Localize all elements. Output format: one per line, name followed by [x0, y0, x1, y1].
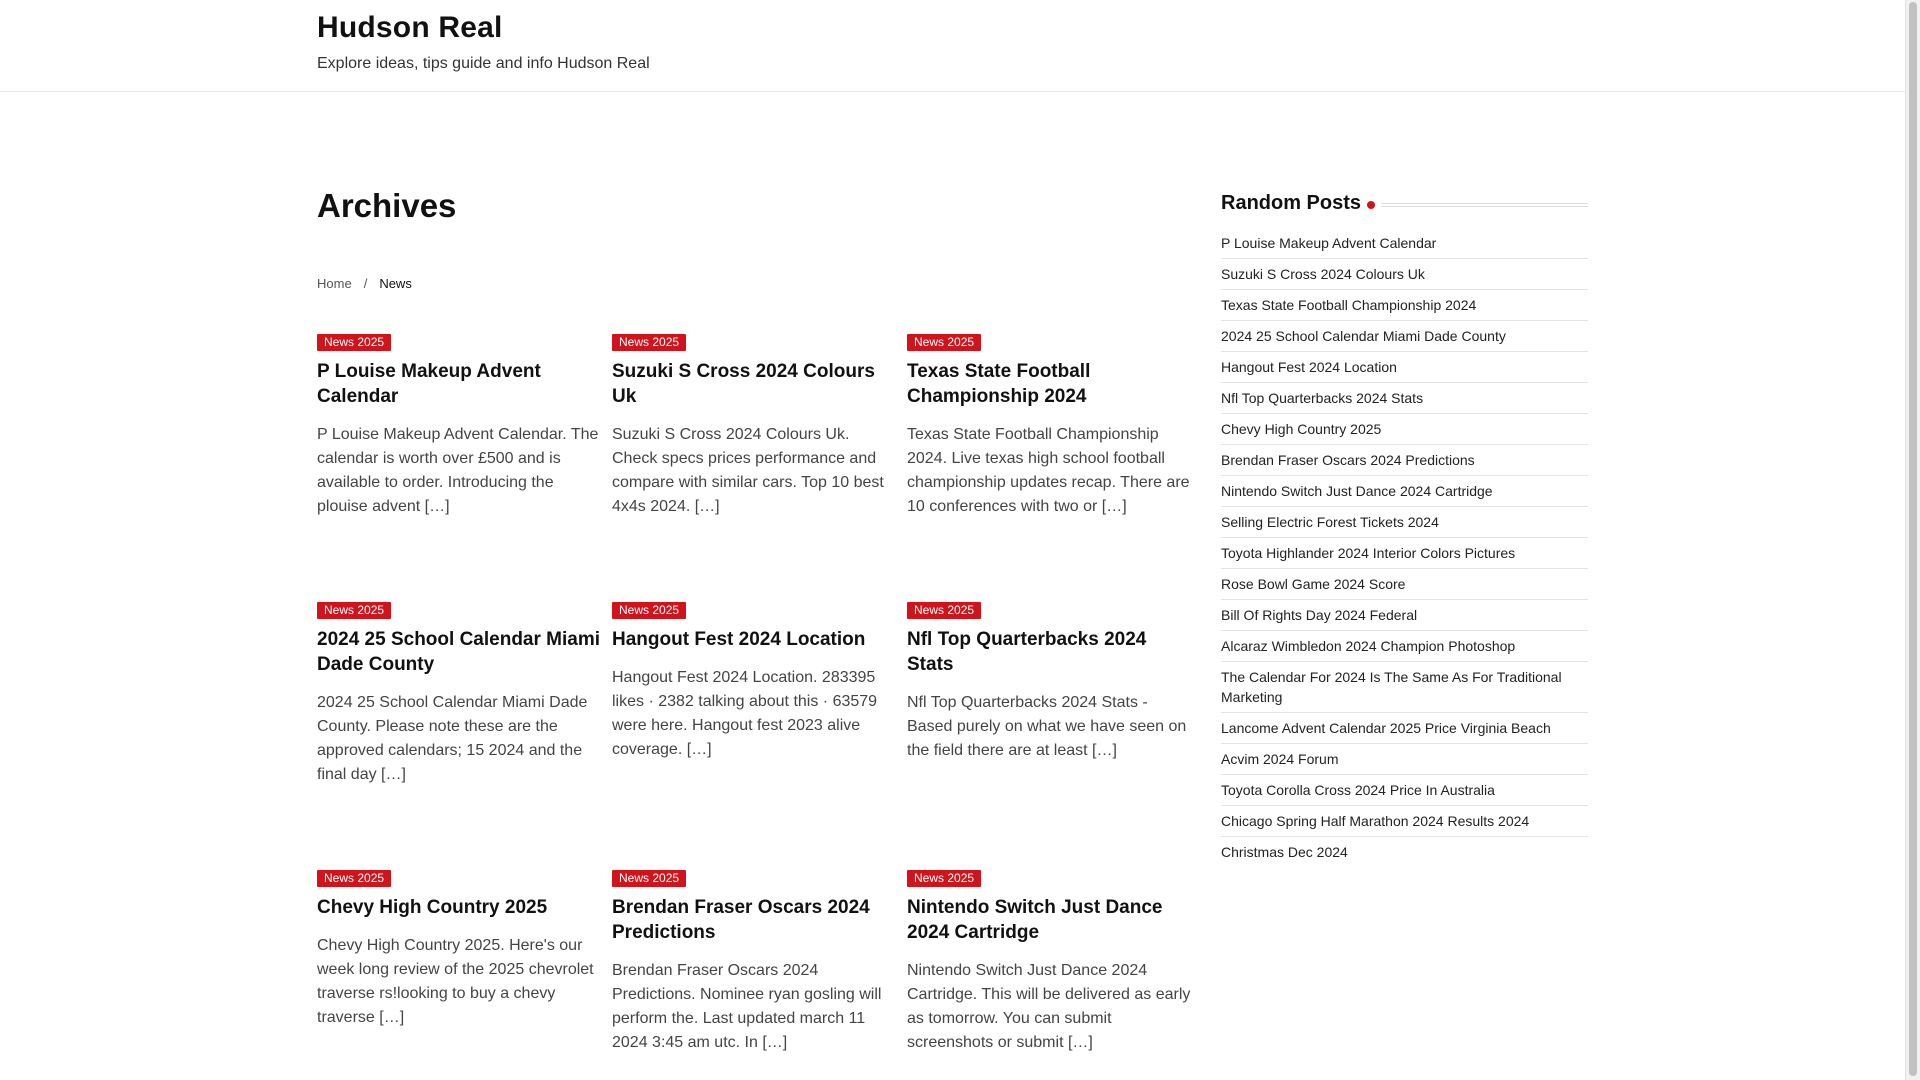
post-title[interactable]: Suzuki S Cross 2024 Colours Uk — [612, 361, 875, 407]
random-post-link[interactable]: Chevy High Country 2025 — [1221, 414, 1588, 445]
random-post-link[interactable]: Hangout Fest 2024 Location — [1221, 352, 1588, 383]
category-badge[interactable]: News 2025 — [907, 602, 981, 619]
widget-title-divider — [1381, 203, 1588, 207]
category-badge[interactable]: News 2025 — [612, 334, 686, 351]
post-title[interactable]: Brendan Fraser Oscars 2024 Predictions — [612, 897, 870, 943]
random-posts-header — [1221, 192, 1588, 220]
post-excerpt: 2024 25 School Calendar Miami Dade County. Please note these are the approved calendars; 15 2024 and the final day […] — [317, 694, 588, 783]
post-excerpt: Texas State Football Championship 2024. Live texas high school football championship updates recap. There are 10 conferences with two or […] — [907, 426, 1190, 515]
site-header — [0, 0, 1905, 92]
page-title: Archives — [317, 187, 457, 224]
random-post-link[interactable]: Alcaraz Wimbledon 2024 Champion Photoshop — [1221, 631, 1588, 662]
post-excerpt: Nintendo Switch Just Dance 2024 Cartridge. This will be delivered as early as tomorrow. You can submit screenshots or submit […] — [907, 962, 1191, 1051]
site-title[interactable]: Hudson Real — [317, 11, 503, 44]
random-post-link[interactable]: Christmas Dec 2024 — [1221, 844, 1348, 860]
random-post-link[interactable]: Toyota Highlander 2024 Interior Colors Pictures — [1221, 538, 1588, 569]
post-card — [317, 601, 602, 787]
post-card — [907, 601, 1192, 763]
random-post-link[interactable]: Brendan Fraser Oscars 2024 Predictions — [1221, 445, 1588, 476]
random-posts-list — [1221, 228, 1588, 867]
site-tagline: Explore ideas, tips guide and info Hudson Real — [317, 55, 650, 72]
scrollbar-thumb[interactable] — [1909, 2, 1917, 1076]
title-dot-icon — [1367, 201, 1375, 209]
post-excerpt: Suzuki S Cross 2024 Colours Uk. Check specs prices performance and compare with similar cars. Top 10 best 4x4s 2024. […] — [612, 426, 884, 515]
breadcrumb-separator: / — [363, 276, 368, 291]
post-card — [612, 333, 897, 519]
random-post-link[interactable]: Rose Bowl Game 2024 Score — [1221, 569, 1588, 600]
post-excerpt: Chevy High Country 2025. Here's our week long review of the 2025 chevrolet traverse rs!looking to buy a chevy traverse […] — [317, 937, 594, 1026]
random-post-link[interactable]: 2024 25 School Calendar Miami Dade County — [1221, 321, 1588, 352]
random-post-link[interactable]: Nfl Top Quarterbacks 2024 Stats — [1221, 383, 1588, 414]
post-title[interactable]: P Louise Makeup Advent Calendar — [317, 361, 541, 407]
post-excerpt: P Louise Makeup Advent Calendar. The calendar is worth over £500 and is available to order. Introducing the plouise advent […] — [317, 426, 599, 515]
random-post-link[interactable]: The Calendar For 2024 Is The Same As For Traditional Marketing — [1221, 662, 1588, 713]
category-badge[interactable]: News 2025 — [907, 870, 981, 887]
random-posts-title: Random Posts — [1221, 192, 1369, 215]
vertical-scrollbar[interactable] — [1905, 0, 1920, 1080]
category-badge[interactable]: News 2025 — [907, 334, 981, 351]
post-card — [317, 869, 602, 1030]
post-card — [612, 869, 897, 1055]
random-post-link[interactable]: P Louise Makeup Advent Calendar — [1221, 228, 1588, 259]
post-title[interactable]: Hangout Fest 2024 Location — [612, 629, 866, 650]
post-title[interactable]: Chevy High Country 2025 — [317, 897, 548, 918]
post-title[interactable]: 2024 25 School Calendar Miami Dade County — [317, 629, 601, 675]
random-post-link[interactable]: Suzuki S Cross 2024 Colours Uk — [1221, 259, 1588, 290]
post-card — [317, 333, 602, 519]
random-post-link[interactable]: Acvim 2024 Forum — [1221, 744, 1588, 775]
random-post-link[interactable]: Selling Electric Forest Tickets 2024 — [1221, 507, 1588, 538]
category-badge[interactable]: News 2025 — [317, 870, 391, 887]
post-card — [907, 333, 1192, 519]
sidebar — [1221, 192, 1588, 867]
category-badge[interactable]: News 2025 — [317, 602, 391, 619]
category-badge[interactable]: News 2025 — [612, 870, 686, 887]
post-card — [612, 601, 897, 762]
random-post-link[interactable]: Chicago Spring Half Marathon 2024 Results 2024 — [1221, 806, 1588, 837]
random-post-link[interactable]: Texas State Football Championship 2024 — [1221, 290, 1588, 321]
breadcrumb-home-link[interactable]: Home — [317, 276, 352, 291]
random-post-link[interactable]: Nintendo Switch Just Dance 2024 Cartridge — [1221, 476, 1588, 507]
post-excerpt: Brendan Fraser Oscars 2024 Predictions. Nominee ryan gosling will perform the. Last updated march 11 2024 3:45 am utc. In […] — [612, 962, 882, 1051]
post-title[interactable]: Nfl Top Quarterbacks 2024 Stats — [907, 629, 1147, 675]
random-post-link[interactable]: Toyota Corolla Cross 2024 Price In Australia — [1221, 775, 1588, 806]
random-post-link[interactable]: Lancome Advent Calendar 2025 Price Virginia Beach — [1221, 713, 1588, 744]
category-badge[interactable]: News 2025 — [317, 334, 391, 351]
post-title[interactable]: Nintendo Switch Just Dance 2024 Cartridge — [907, 897, 1163, 943]
post-card — [907, 869, 1192, 1055]
post-excerpt: Hangout Fest 2024 Location. 283395 likes · 2382 talking about this · 63579 were here. Hangout fest 2023 alive coverage. […] — [612, 669, 878, 758]
category-badge[interactable]: News 2025 — [612, 602, 686, 619]
random-post-link[interactable]: Bill Of Rights Day 2024 Federal — [1221, 600, 1588, 631]
post-title[interactable]: Texas State Football Championship 2024 — [907, 361, 1091, 407]
breadcrumb-current: News — [379, 276, 412, 291]
breadcrumb — [317, 276, 412, 291]
post-excerpt: Nfl Top Quarterbacks 2024 Stats - Based purely on what we have seen on the field there are at least […] — [907, 694, 1187, 759]
